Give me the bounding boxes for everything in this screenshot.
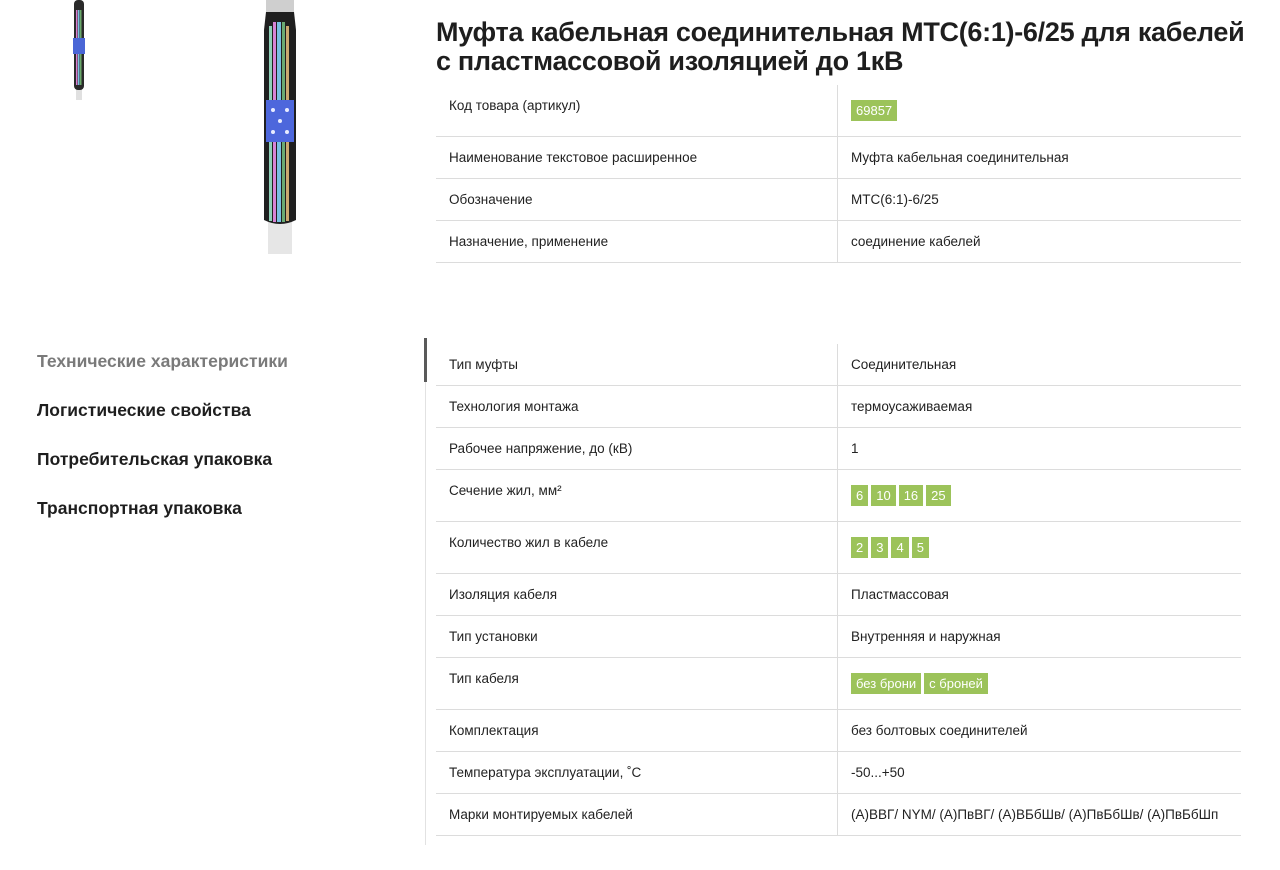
spec-key: Количество жил в кабеле bbox=[436, 522, 838, 573]
spec-value: Внутренняя и наружная bbox=[851, 629, 1001, 644]
spec-key: Тип кабеля bbox=[436, 658, 838, 709]
table-row bbox=[436, 137, 1241, 179]
product-thumbnail-image[interactable] bbox=[66, 0, 92, 100]
cross-section-tag[interactable]: 25 bbox=[926, 485, 950, 506]
table-row bbox=[436, 470, 1241, 522]
spec-value: 1 bbox=[851, 441, 859, 456]
table-row bbox=[436, 428, 1241, 470]
spec-key: Код товара (артикул) bbox=[436, 85, 838, 136]
spec-value bbox=[838, 85, 1241, 136]
section-divider bbox=[425, 338, 426, 845]
specs-side-nav bbox=[37, 348, 397, 544]
spec-value: Соединительная bbox=[851, 357, 957, 372]
spec-key: Назначение, применение bbox=[436, 221, 838, 262]
cable-type-tag[interactable]: без брони bbox=[851, 673, 921, 694]
spec-value: -50...+50 bbox=[851, 765, 905, 780]
spec-key: Изоляция кабеля bbox=[436, 574, 838, 615]
spec-key: Тип муфты bbox=[436, 344, 838, 385]
table-row bbox=[436, 574, 1241, 616]
table-row bbox=[436, 616, 1241, 658]
core-count-tag[interactable]: 2 bbox=[851, 537, 868, 558]
cross-section-tag[interactable]: 10 bbox=[871, 485, 895, 506]
nav-item-logistics[interactable]: Логистические свойства bbox=[37, 400, 251, 420]
core-count-tag[interactable]: 3 bbox=[871, 537, 888, 558]
spec-value bbox=[838, 522, 1241, 573]
spec-key: Технология монтажа bbox=[436, 386, 838, 427]
main-specs-table bbox=[436, 85, 1241, 263]
spec-value: без болтовых соединителей bbox=[851, 723, 1028, 738]
table-row bbox=[436, 85, 1241, 137]
spec-key: Наименование текстовое расширенное bbox=[436, 137, 838, 178]
table-row bbox=[436, 794, 1241, 836]
spec-key: Температура эксплуатации, ˚С bbox=[436, 752, 838, 793]
table-row bbox=[436, 658, 1241, 710]
table-row bbox=[436, 752, 1241, 794]
active-section-indicator bbox=[424, 338, 427, 382]
product-main-image[interactable] bbox=[252, 0, 308, 254]
product-title: Муфта кабельная соединительная МТС(6:1)-6/25 для кабелей с пластмассовой изоляцией до 1кВ bbox=[436, 17, 1245, 76]
spec-key: Обозначение bbox=[436, 179, 838, 220]
table-row bbox=[436, 179, 1241, 221]
spec-value: (А)ВВГ/ NYM/ (А)ПвВГ/ (А)ВБбШв/ (А)ПвБбШв/ (А)ПвБбШп bbox=[851, 807, 1219, 822]
cable-type-tag[interactable]: с броней bbox=[924, 673, 988, 694]
spec-value: МТС(6:1)-6/25 bbox=[851, 192, 939, 207]
spec-value: термоусаживаемая bbox=[851, 399, 973, 414]
spec-value bbox=[838, 470, 1241, 521]
core-count-tag[interactable]: 4 bbox=[891, 537, 908, 558]
spec-value bbox=[838, 658, 1241, 709]
article-code-badge: 69857 bbox=[851, 100, 897, 121]
table-row bbox=[436, 221, 1241, 263]
nav-item-transport-packaging[interactable]: Транспортная упаковка bbox=[37, 498, 242, 518]
spec-key: Сечение жил, мм² bbox=[436, 470, 838, 521]
spec-key: Комплектация bbox=[436, 710, 838, 751]
table-row bbox=[436, 386, 1241, 428]
cross-section-tag[interactable]: 16 bbox=[899, 485, 923, 506]
spec-key: Рабочее напряжение, до (кВ) bbox=[436, 428, 838, 469]
spec-value: Пластмассовая bbox=[851, 587, 949, 602]
spec-key: Марки монтируемых кабелей bbox=[436, 794, 838, 835]
spec-value: Муфта кабельная соединительная bbox=[851, 150, 1069, 165]
spec-value: соединение кабелей bbox=[851, 234, 981, 249]
spec-key: Тип установки bbox=[436, 616, 838, 657]
nav-item-tech-specs[interactable]: Технические характеристики bbox=[37, 351, 288, 371]
core-count-tag[interactable]: 5 bbox=[912, 537, 929, 558]
table-row bbox=[436, 522, 1241, 574]
table-row bbox=[436, 710, 1241, 752]
tech-specs-table bbox=[436, 344, 1241, 836]
nav-item-consumer-packaging[interactable]: Потребительская упаковка bbox=[37, 449, 273, 469]
cross-section-tag[interactable]: 6 bbox=[851, 485, 868, 506]
table-row bbox=[436, 344, 1241, 386]
